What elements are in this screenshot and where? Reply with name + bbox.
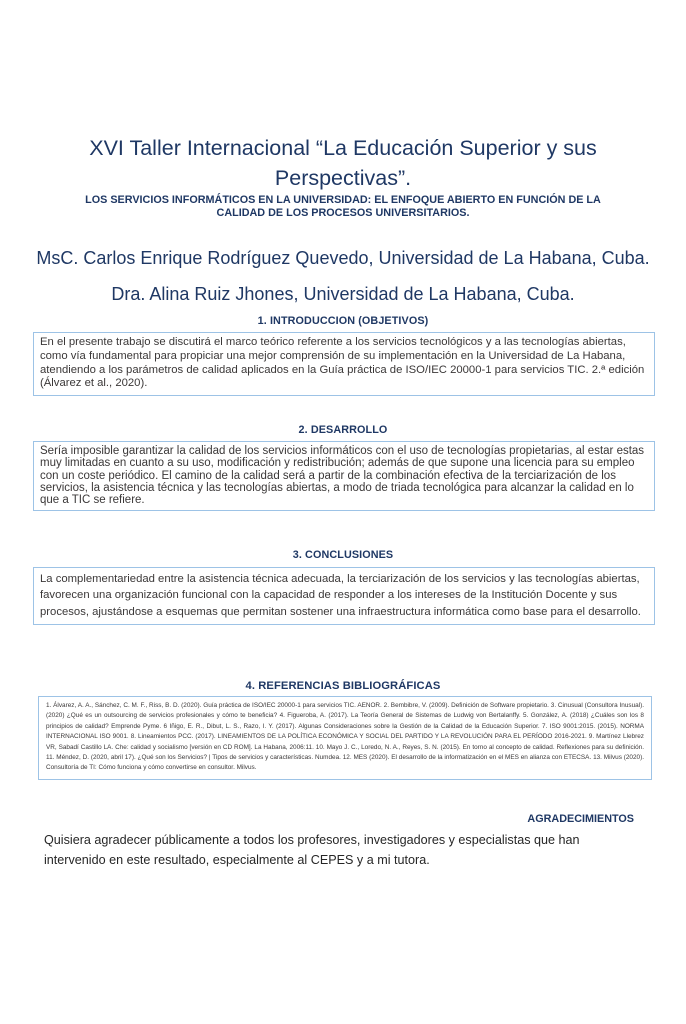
section-heading-development: 2. DESARROLLO — [298, 424, 388, 436]
author-line-1: MsC. Carlos Enrique Rodríguez Quevedo, Universidad de La Habana, Cuba. — [36, 248, 650, 268]
page-subtitle: LOS SERVICIOS INFORMÁTICOS EN LA UNIVERSIDAD: EL ENFOQUE ABIERTO EN FUNCIÓN DE LA CALIDAD DE LOS PROCESOS UNIVERSITARIOS. — [85, 194, 601, 220]
conclusions-text-box: La complementariedad entre la asistencia técnica adecuada, la terciarización de los servicios y las tecnologías abiertas, favorecen una organización funcional con la capacidad de responder a los intereses de la Institución Docente y sus procesos, ajustándose a esquemas que permitan sostener una infraestructura informática como base para el desarrollo. — [33, 567, 655, 625]
section-heading-conclusions: 3. CONCLUSIONES — [292, 549, 394, 561]
author-line-2: Dra. Alina Ruiz Jhones, Universidad de La Habana, Cuba. — [111, 284, 575, 304]
section-heading-acknowledgements: AGRADECIMIENTOS — [527, 813, 634, 825]
acknowledgements-text: Quisiera agradecer públicamente a todos los profesores, investigadores y especialistas que han intervenido en este resultado, especialmente al CEPES y a mi tutora. — [44, 833, 580, 868]
section-heading-introduction: 1. INTRODUCCION (OBJETIVOS) — [257, 315, 429, 327]
introduction-text-box: En el presente trabajo se discutirá el marco teórico referente a los servicios tecnológicos y a las tecnologías abiertas, como vía fundamental para propiciar una mejor comprensión de su implementación en la Universidad de La Habana, atendiendo a los parámetros de calidad aplicados en la Guía práctica de ISO/IEC 20000-1 para servicios TIC. 2.ª edición (Álvarez et al., 2020). — [33, 332, 655, 396]
section-heading-references: 4. REFERENCIAS BIBLIOGRÁFICAS — [245, 680, 441, 692]
page-title: XVI Taller Internacional “La Educación Superior y sus Perspectivas”. — [89, 136, 597, 190]
references-text-box: 1. Álvarez, A. A., Sánchez, C. M. F., Riss, B. D. (2020). Guía práctica de ISO/IEC 20000-1 para servicios TIC. AENOR. 2. Bembibre, V. (2009). Definición de Software propietario. 3. Cinusual (Consultora Inusual). (2020) ¿Qué es un outsourcing de servicios profesionales y cómo te beneficia? 4. Figueroba, A. (2017). La Teoría General de Sistemas de Ludwig von Bertalanffy. 5. González, A. (2018) ¿Cuáles son los 8 principios de calidad? Emprende Pyme. 6 Iñigo, E. R., Dibut, L. S., Razo, I. Y. (2017). Algunas Consideraciones sobre la Gestión de la Calidad de la Educación Superior. 7. ISO 9001:2015. (2015). NORMA INTERNACIONAL ISO 9001. 8. Lineamientos PCC. (2017). LINEAMIENTOS DE LA POLÍTICA ECONÓMICA Y SOCIAL DEL PARTIDO Y LA REVOLUCIÓN PARA EL PERÍODO 2016-2021. 9. Martínez Llebrez VR, Sabadí Castillo LA. Che: calidad y socialismo [versión en CD ROM]. La Habana, 2006:11. 10. Mayo J. C., Loredo, N. A., Reyes, S. N. (2015). En torno al concepto de calidad. Reflexiones para su definición. 11. Méndez, D. (2020, abril 17). ¿Qué son los Servicios? | Tipos de servicios y características. Numdea. 12. MES (2020). El desarrollo de la informatización en el MES en alianza con ETECSA. 13. Milvus (2020). Consultoría de TI: Cómo funciona y cómo convertirse en consultor. Milvus. — [38, 696, 652, 780]
development-text-box: Sería imposible garantizar la calidad de los servicios informáticos con el uso de tecnologías propietarias, al estar estas muy limitadas en cuanto a su uso, modificación y redistribución; además de que supone una licencia para su empleo con un coste periódico. El camino de la calidad será a partir de la combinación efectiva de la terciarización de los servicios, la asistencia técnica y las tecnologías abiertas, a modo de triada tecnológica para alcanzar la calidad en lo que a TIC se refiere. — [33, 441, 655, 511]
